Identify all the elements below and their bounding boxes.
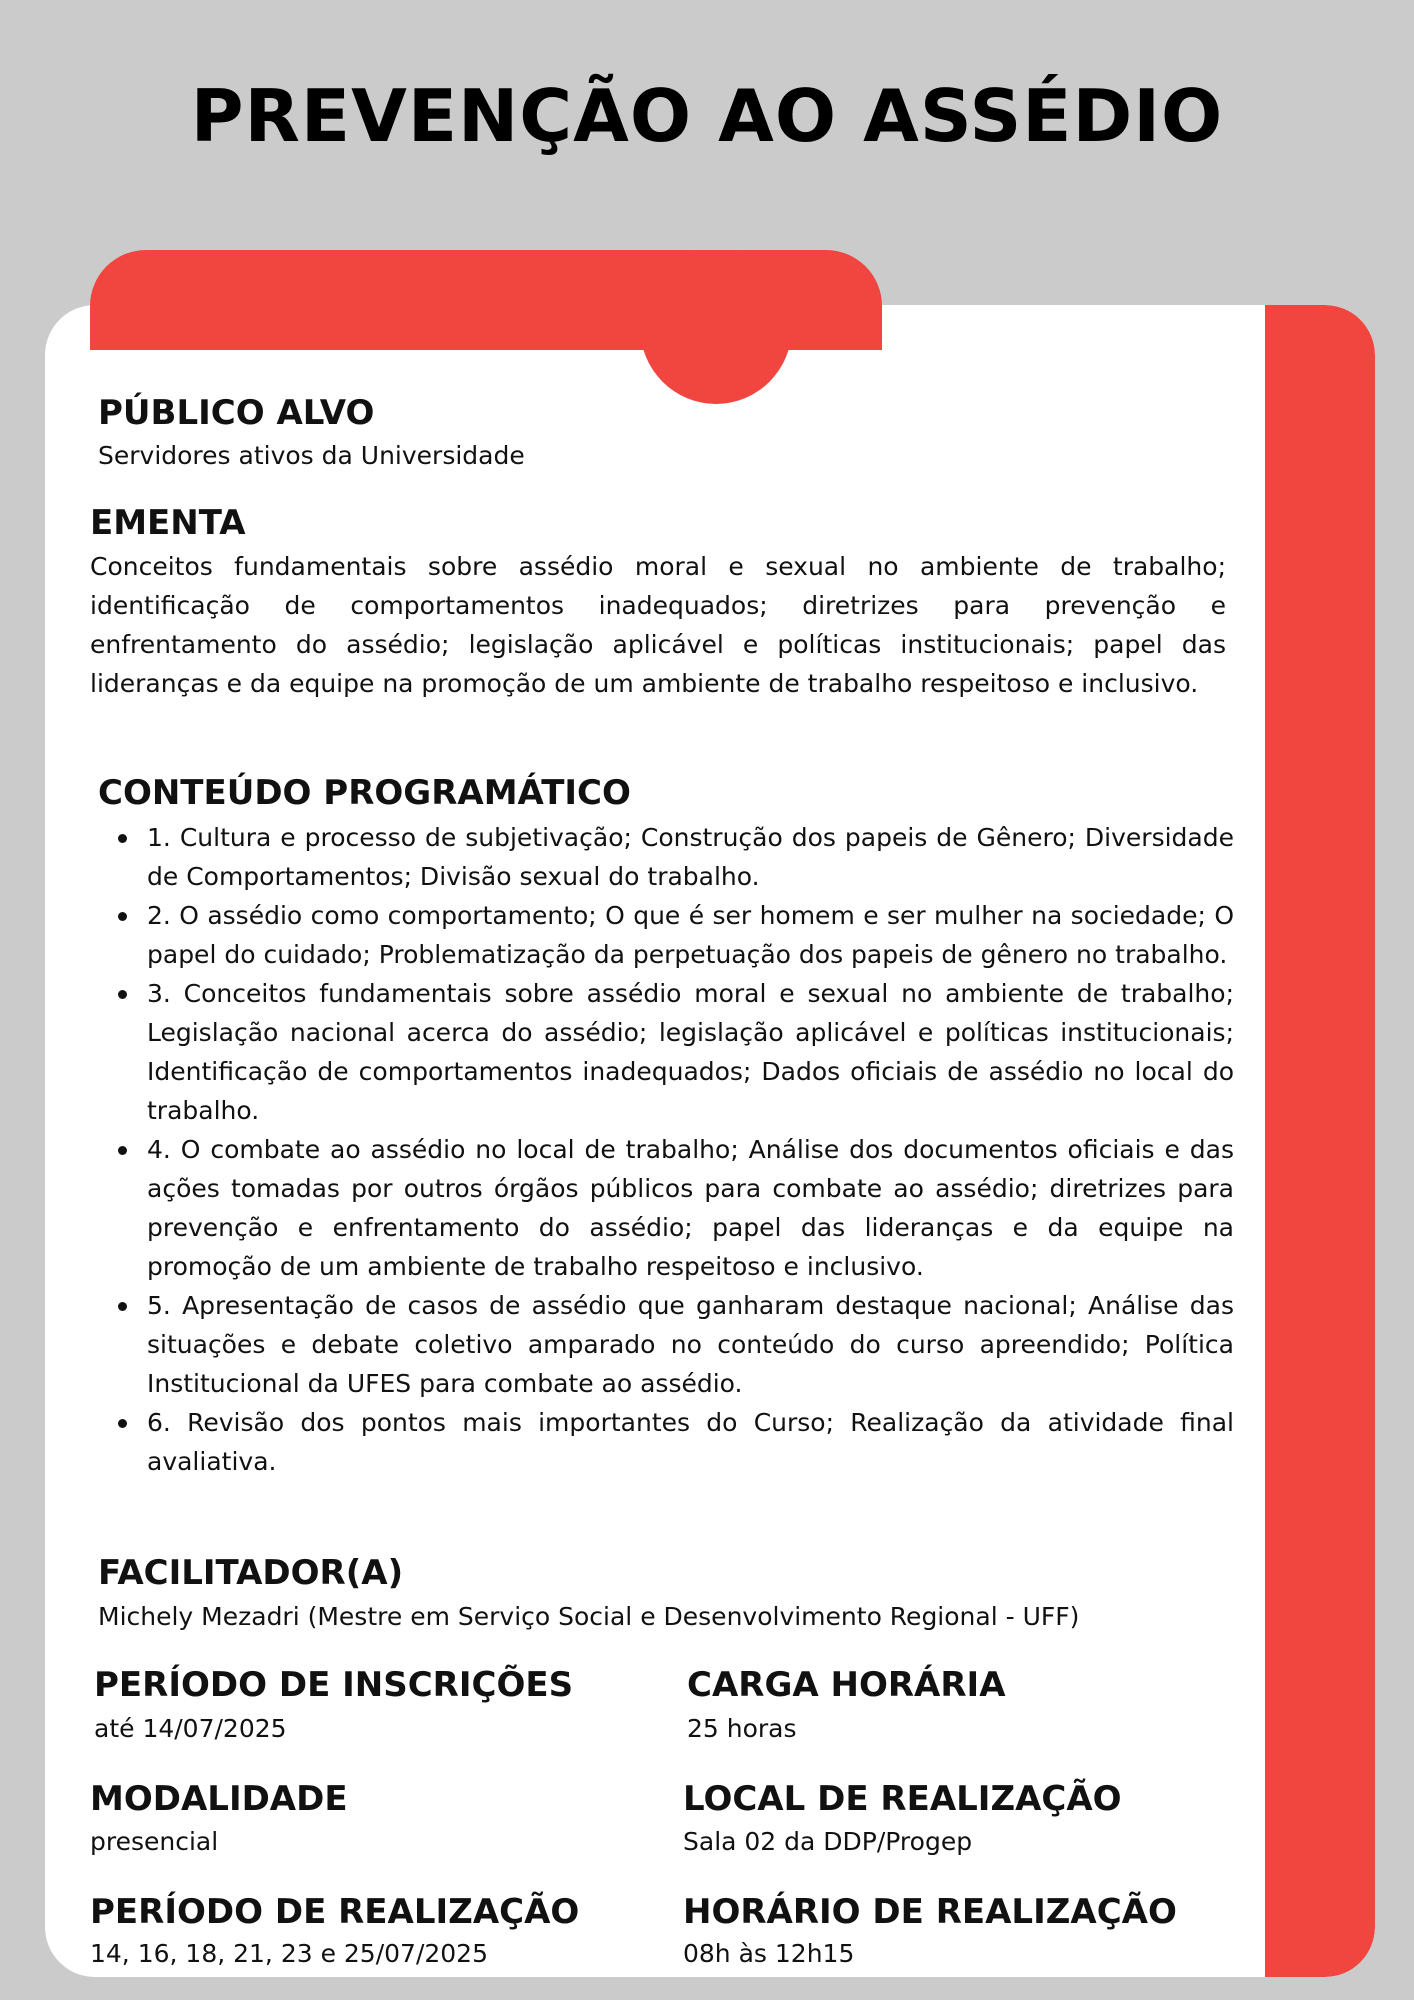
- carga-text: 25 horas: [687, 1714, 797, 1743]
- horario-heading: HORÁRIO DE REALIZAÇÃO: [683, 1892, 1177, 1932]
- ementa-heading: EMENTA: [90, 503, 246, 543]
- conteudo-item-1: 1. Cultura e processo de subjetivação; Construção dos papeis de Gênero; Diversidade de Comportamentos; Divisão sexual do trabalho.: [147, 818, 1234, 896]
- periodo-heading: PERÍODO DE REALIZAÇÃO: [90, 1892, 580, 1932]
- conteudo-item-4: 4. O combate ao assédio no local de trabalho; Análise dos documentos oficiais e das ações tomadas por outros órgãos públicos para combate ao assédio; diretrizes para prevenção e enfrentamento do assédio; papel das lideranças e da equipe na promoção de um ambiente de trabalho respeitoso e inclusivo.: [147, 1130, 1234, 1286]
- page-title: PREVENÇÃO AO ASSÉDIO: [190, 74, 1224, 158]
- local-text: Sala 02 da DDP/Progep: [683, 1827, 973, 1856]
- periodo-text: 14, 16, 18, 21, 23 e 25/07/2025: [90, 1939, 488, 1968]
- inscricoes-heading: PERÍODO DE INSCRIÇÕES: [94, 1665, 574, 1705]
- conteudo-item-6: 6. Revisão dos pontos mais importantes do Curso; Realização da atividade final avaliativa.: [147, 1403, 1234, 1481]
- conteudo-item-2: 2. O assédio como comportamento; O que é ser homem e ser mulher na sociedade; O papel do cuidado; Problematização da perpetuação dos papeis de gênero no trabalho.: [147, 896, 1234, 974]
- facilitador-heading: FACILITADOR(A): [98, 1553, 404, 1593]
- modalidade-text: presencial: [90, 1827, 219, 1856]
- conteudo-item-3: 3. Conceitos fundamentais sobre assédio moral e sexual no ambiente de trabalho; Legislação nacional acerca do assédio; legislação aplicável e políticas institucionais; Identificação de comportamentos inadequados; Dados oficiais de assédio no local do trabalho.: [147, 974, 1234, 1130]
- publico-alvo-heading: PÚBLICO ALVO: [98, 393, 375, 433]
- accent-tab-knob: [640, 250, 792, 404]
- conteudo-item-5: 5. Apresentação de casos de assédio que ganharam destaque nacional; Análise das situações e debate coletivo amparado no conteúdo do curso apreendido; Política Institucional da UFES para combate ao assédio.: [147, 1286, 1234, 1403]
- local-heading: LOCAL DE REALIZAÇÃO: [683, 1779, 1122, 1819]
- carga-heading: CARGA HORÁRIA: [687, 1665, 1006, 1705]
- horario-text: 08h às 12h15: [683, 1939, 855, 1968]
- conteudo-heading: CONTEÚDO PROGRAMÁTICO: [98, 773, 631, 813]
- conteudo-list: [147, 818, 1234, 1481]
- inscricoes-text: até 14/07/2025: [94, 1714, 287, 1743]
- facilitador-text: Michely Mezadri (Mestre em Serviço Social e Desenvolvimento Regional - UFF): [98, 1602, 1080, 1631]
- ementa-text: Conceitos fundamentais sobre assédio moral e sexual no ambiente de trabalho; identificação de comportamentos inadequados; diretrizes para prevenção e enfrentamento do assédio; legislação aplicável e políticas institucionais; papel das lideranças e da equipe na promoção de um ambiente de trabalho respeitoso e inclusivo.: [90, 552, 1226, 698]
- accent-side-bar: [1265, 305, 1375, 1977]
- modalidade-heading: MODALIDADE: [90, 1779, 348, 1819]
- publico-alvo-text: Servidores ativos da Universidade: [98, 441, 525, 470]
